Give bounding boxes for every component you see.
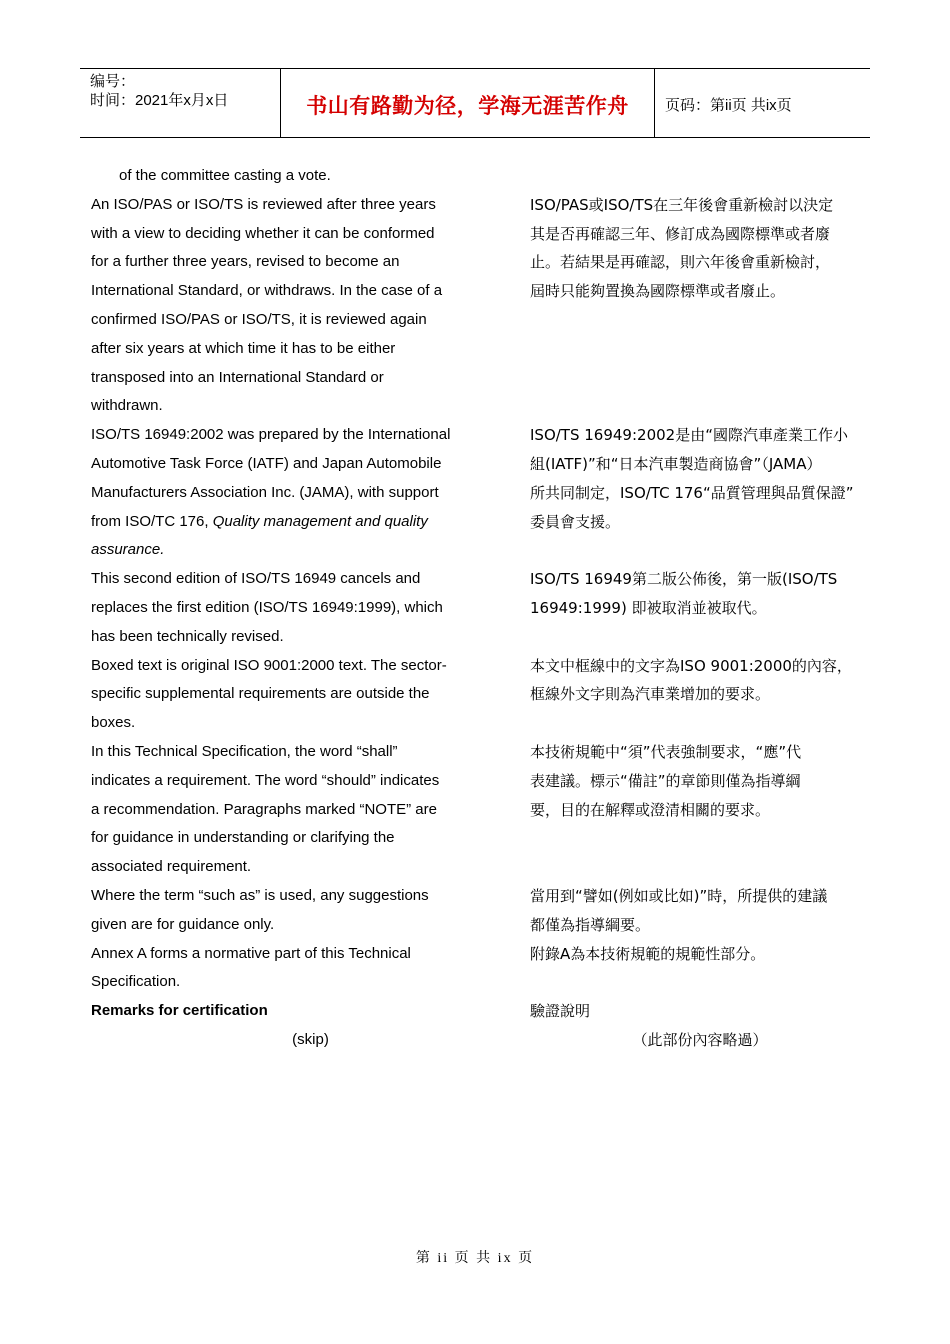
text-span: from ISO/TC 176, (91, 512, 213, 530)
text-line: after six years at which time it has to be either (91, 339, 396, 357)
paragraph-row (0, 191, 950, 421)
chinese-text (530, 191, 870, 421)
text-line: 當用到“譬如(例如或比如)”時，所提供的建議 (530, 886, 828, 905)
text-line: confirmed ISO/PAS or ISO/TS, it is reviewed again (91, 310, 427, 328)
chinese-text (530, 421, 870, 565)
text-line: Automotive Task Force (IATF) and Japan Automobile (91, 454, 442, 472)
text-line: International Standard, or withdraws. In the case of a (91, 282, 443, 300)
text-line: ISO/TS 16949:2002是由“國際汽車產業工作小 (530, 426, 848, 445)
paragraph-row (0, 162, 950, 191)
text-line: Boxed text is original ISO 9001:2000 text. The sector- (91, 656, 447, 674)
english-text (91, 565, 530, 651)
text-line: In this Technical Specification, the word “shall” (91, 742, 398, 760)
header-page-cell (655, 69, 870, 137)
paragraph-row (0, 940, 950, 998)
english-text (91, 652, 530, 738)
text-line: An ISO/PAS or ISO/TS is reviewed after three years (91, 195, 436, 213)
text-line: 表建議。標示“備註”的章節則僅為指導綱 (530, 771, 801, 790)
header-motto: 书山有路勤为径，学海无涯苦作舟 (306, 93, 629, 118)
text-line: 附錄A為本技術規範的規範性部分。 (530, 944, 766, 963)
text-line: 屆時只能夠置換為國際標準或者廢止。 (530, 282, 786, 301)
text-line: of the committee casting a vote. (119, 167, 331, 184)
paragraph-row (0, 421, 950, 565)
chinese-text (530, 652, 870, 738)
text-line: 本文中框線中的文字為ISO 9001:2000的內容， (530, 656, 852, 675)
text-line: 委員會支援。 (530, 512, 621, 531)
text-line: boxes. (91, 714, 136, 732)
text-line: This second edition of ISO/TS 16949 cancels and (91, 570, 421, 588)
paragraph-row (0, 565, 950, 651)
text-line: ISO/TS 16949第二版公佈後，第一版(ISO/TS (530, 570, 838, 589)
text-line: for guidance in understanding or clarifying the (91, 829, 395, 847)
text-line: 要，目的在解釋或澄清相關的要求。 (530, 800, 771, 819)
text-line (91, 508, 530, 537)
text-line: 16949:1999) 即被取消並被取代。 (530, 598, 767, 617)
text-line: 止。若結果是再確認，則六年後會重新檢討， (530, 253, 831, 272)
remarks-skip-en: (skip) (292, 1030, 329, 1048)
chinese-text (530, 738, 870, 882)
text-line: replaces the first edition (ISO/TS 16949:1999), which (91, 598, 443, 616)
text-line: withdrawn. (91, 397, 163, 415)
text-line: Annex A forms a normative part of this Technical (91, 944, 411, 962)
text-line: 都僅為指導綱要。 (530, 915, 651, 934)
chinese-text (530, 565, 870, 651)
remarks-row (0, 997, 950, 1026)
text-line: ISO/PAS或ISO/TS在三年後會重新檢討以決定 (530, 195, 834, 214)
text-line: 組(IATF)”和“日本汽車製造商協會”（JAMA） (530, 454, 822, 473)
header-meta (80, 69, 281, 137)
paragraph-row (0, 882, 950, 940)
text-line: indicates a requirement. The word “should” indicates (91, 771, 440, 789)
english-text (91, 882, 530, 940)
remarks-skip-zh: （此部份內容略過） (632, 1030, 768, 1049)
text-line: 框線外文字則為汽車業增加的要求。 (530, 685, 771, 704)
page-header (80, 68, 870, 138)
serial-label: 编号： (90, 73, 136, 90)
chinese-text (530, 162, 870, 191)
text-line (91, 536, 530, 565)
remarks-title-en: Remarks for certification (91, 1002, 268, 1020)
english-text (91, 191, 530, 421)
text-line: Where the term “such as” is used, any suggestions (91, 886, 429, 904)
remarks-skip-row (0, 1026, 950, 1055)
remarks-title-zh: 驗證說明 (530, 1002, 591, 1021)
text-line: a recommendation. Paragraphs marked “NOTE” are (91, 800, 437, 818)
text-line: 本技術規範中“須”代表強制要求，“應”代 (530, 742, 802, 761)
text-line: ISO/TS 16949:2002 was prepared by the International (91, 426, 451, 444)
time-label: 时间：2021年x月x日 (90, 92, 229, 109)
text-line: associated requirement. (91, 858, 252, 876)
text-line: specific supplemental requirements are outside the (91, 685, 430, 703)
chinese-text (530, 882, 870, 940)
text-line: 所共同制定，ISO/TC 176“品質管理與品質保證” (530, 483, 854, 502)
text-line: given are for guidance only. (91, 915, 275, 933)
text-line: for a further three years, revised to become an (91, 253, 400, 271)
paragraph-row (0, 652, 950, 738)
header-motto-cell (281, 69, 655, 137)
english-text (91, 421, 530, 565)
italic-title: assurance. (91, 541, 165, 559)
english-text (91, 940, 530, 998)
italic-title: Quality management and quality (212, 512, 428, 530)
chinese-text (530, 940, 870, 998)
english-text (119, 162, 530, 191)
text-line: transposed into an International Standard or (91, 368, 384, 386)
paragraph-row (0, 738, 950, 882)
header-page-label: 页码：第ii页 共ix页 (665, 96, 792, 114)
text-line: 其是否再確認三年、修訂成為國際標準或者廢 (530, 224, 831, 243)
english-text (91, 738, 530, 882)
text-line: with a view to deciding whether it can be conformed (91, 224, 435, 242)
page-footer: 第 ii 页 共 ix 页 (415, 1251, 535, 1266)
text-line: has been technically revised. (91, 627, 284, 645)
text-line: Manufacturers Association Inc. (JAMA), with support (91, 483, 439, 501)
text-line: Specification. (91, 973, 181, 991)
document-body (0, 162, 950, 1055)
